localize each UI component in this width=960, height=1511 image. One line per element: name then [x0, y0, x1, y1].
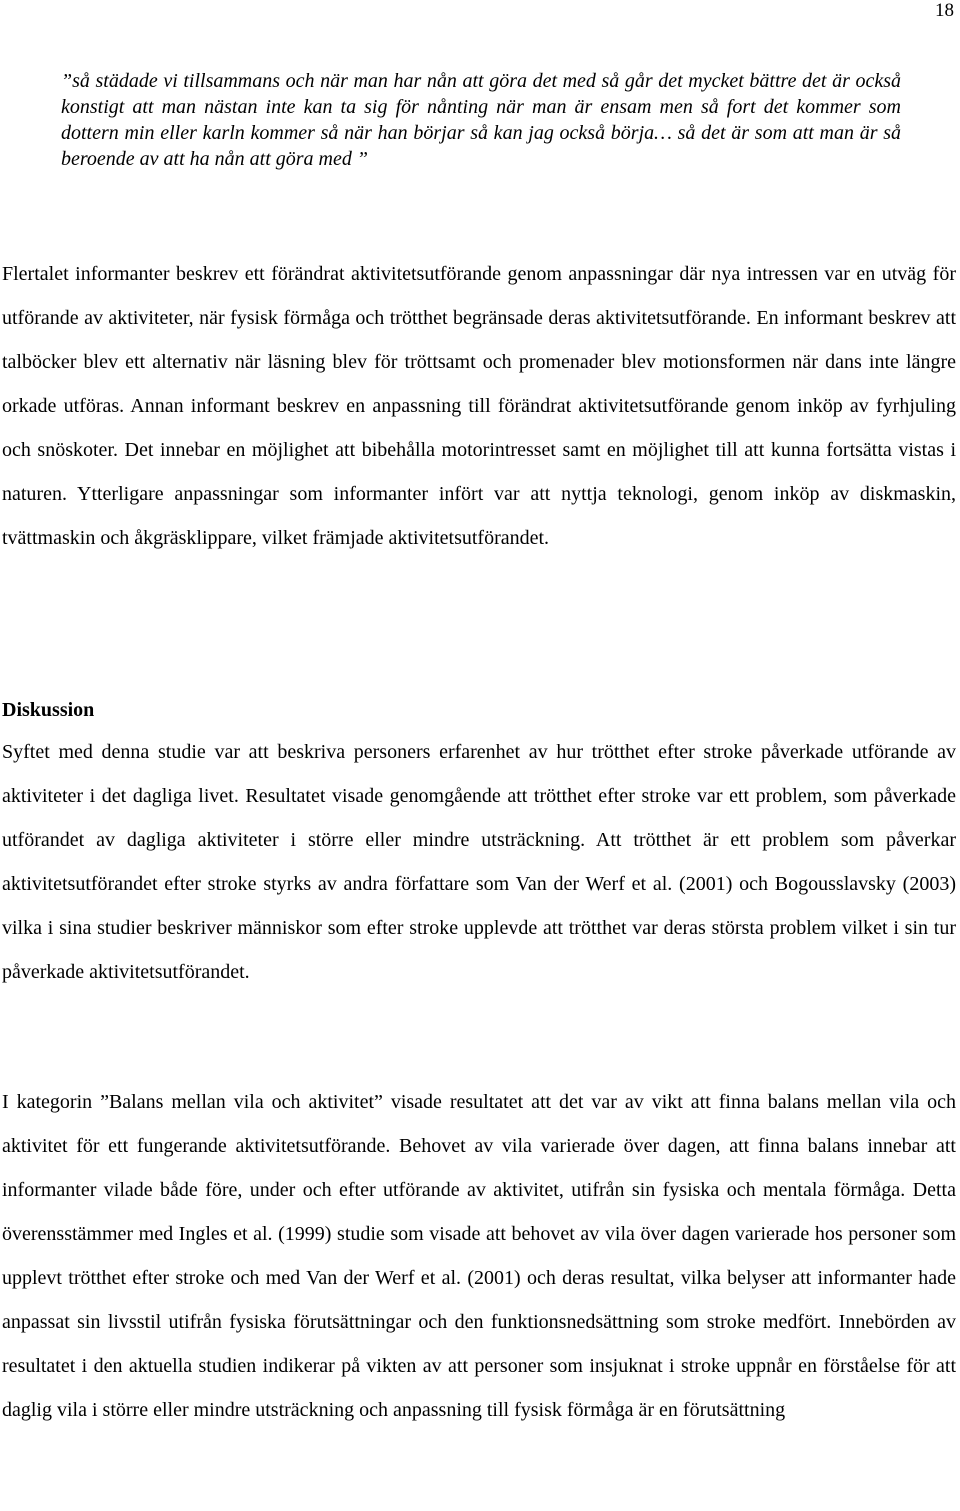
paragraph-adaptation: Flertalet informanter beskrev ett förändrat aktivitetsutförande genom anpassningar där nya intressen var en utväg för utförande av aktiviteter, när fysisk förmåga och trötthet begränsade deras aktivitetsutförande. En informant beskrev att talböcker blev ett alternativ när läsning blev för tröttsamt och promenader blev motionsformen när dans inte längre orkade utföras. Annan informant beskrev en anpassning till förändrat aktivitetsutförande genom inköp av fyrhjuling och snöskoter. Det innebar en möjlighet att bibehålla motorintresset samt en möjlighet till att kunna fortsätta vistas i naturen. Ytterligare anpassningar som informanter infört var att nyttja teknologi, genom inköp av diskmaskin, tvättmaskin och åkgräsklippare, vilket främjade aktivitetsutförandet.: [2, 263, 956, 549]
section-heading-discussion: Diskussion: [2, 699, 95, 721]
interview-quote: ”så städade vi tillsammans och när man har nån att göra det med så går det mycket bättre det är också konstigt att man nästan inte kan ta sig för nånting när man är ensam men så fort det kommer som dottern min eller karln kommer så när han börjar så kan jag också börja… så det är som att man är så beroende av att ha nån att göra med ”: [61, 70, 901, 170]
paragraph-discussion-purpose: Syftet med denna studie var att beskriva personers erfarenhet av hur trötthet efter stroke påverkade utförande av aktiviteter i det dagliga livet. Resultatet visade genomgående att trötthet efter stroke var ett problem, som påverkade utförandet av dagliga aktiviteter i större eller mindre utsträckning. Att trötthet är ett problem som påverkar aktivitetsutförandet efter stroke styrks av andra författare som Van der Werf et al. (2001) och Bogousslavsky (2003) vilka i sina studier beskriver människor som efter stroke upplevde att trötthet var deras största problem vilket i sin tur påverkade aktivitetsutförandet.: [2, 741, 956, 983]
paragraph-balance-category: I kategorin ”Balans mellan vila och aktivitet” visade resultatet att det var av vikt att finna balans mellan vila och aktivitet för ett fungerande aktivitetsutförande. Behovet av vila varierade över dagen, att finna balans innebar att informanter vilade både före, under och efter utförande av aktivitet, utifrån sin fysiska och mentala förmåga. Detta överensstämmer med Ingles et al. (1999) studie som visade att behovet av vila över dagen varierade hos personer som upplevt trötthet efter stroke och med Van der Werf et al. (2001) och deras resultat, vilka belyser att informanter hade anpassat sin livsstil utifrån fysiska förutsättningar och den funktionsnedsättning som stroke medfört. Innebörden av resultatet i den aktuella studien indikerar på vikten av att personer som insjuknat i stroke uppnår en förståelse för att daglig vila i större eller mindre utsträckning och anpassning till fysisk förmåga är en förutsättning: [2, 1091, 956, 1421]
page-number: 18: [935, 0, 954, 21]
